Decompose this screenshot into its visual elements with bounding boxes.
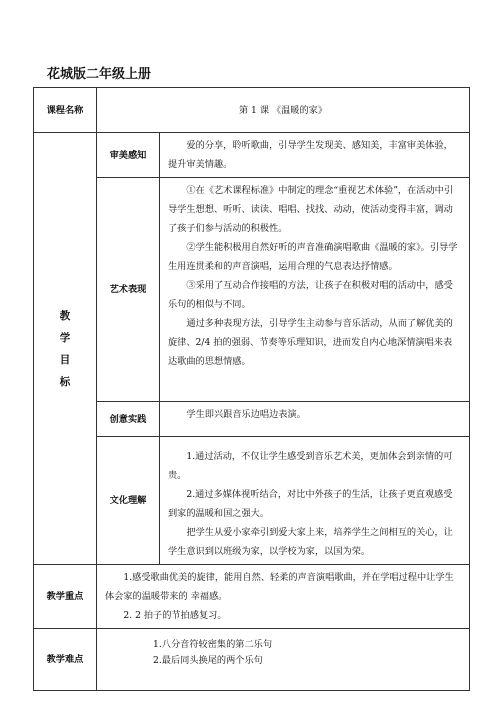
culture-paragraph: 1.通过活动，不仅让学生感受到音乐艺术美，更加体会到亲情的可贵。 bbox=[168, 451, 453, 481]
culture-paragraph: 2.通过多媒体视听结合，对比中外孩子的生活，让孩子更直观感受到家的温暖和国之强大。 bbox=[168, 489, 453, 519]
difficulty-line: 2.最后同头换尾的两个乐句 bbox=[153, 655, 263, 666]
document-title: 花城版二年级上册 bbox=[47, 67, 152, 82]
creative-label: 创意实践 bbox=[97, 402, 160, 437]
row-difficulties bbox=[34, 629, 470, 691]
key-points-paragraph: 2. 2 拍子的节拍感复习。 bbox=[123, 610, 227, 621]
creative-text: 学生即兴跟音乐边唱边表演。 bbox=[186, 409, 306, 420]
goals-char: 标 bbox=[59, 375, 71, 388]
course-name-value: 第 1 课 《温暖的家》 bbox=[97, 88, 470, 133]
course-name-label: 课程名称 bbox=[34, 88, 97, 133]
lesson-plan-table bbox=[33, 87, 470, 691]
goals-char: 学 bbox=[59, 331, 71, 344]
art-expression-paragraph: 通过多种表现方法，引导学生主动参与音乐活动，从而了解优美的旋律、2/4 拍的强弱、节奏等乐理知识，进而发自内心地深情演唱来表达歌曲的思想情感。 bbox=[168, 318, 453, 367]
key-points-paragraph: 1.感受歌曲优美的旋律，能用自然、轻柔的声音演唱歌曲，并在学唱过程中让学生体会家的温暖带来的 幸福感。 bbox=[105, 572, 454, 602]
art-expression-paragraph: ①在《艺术课程标准》中制定的理念“重视艺术体验”，在活动中引导学生想想、听听、读读、唱唱、找找、动动，使活动变得丰富，调动了孩子们参与活动的积极性。 bbox=[168, 185, 454, 234]
difficulty-line: 1.八分音符较密集的第二乐句 bbox=[153, 639, 273, 650]
goals-char: 目 bbox=[59, 353, 71, 366]
row-art-expression bbox=[34, 178, 470, 402]
row-creative bbox=[34, 402, 470, 437]
art-expression-paragraph: ②学生能积极用自然好听的声音准确演唱歌曲《温暖的家》。引导学生用连贯柔和的声音演唱，运用合理的气息表达抒情感。 bbox=[168, 242, 458, 272]
row-key-points bbox=[34, 565, 470, 629]
teaching-goals-label bbox=[34, 133, 97, 565]
row-course-name bbox=[34, 88, 470, 133]
culture-label: 文化理解 bbox=[97, 437, 160, 565]
key-points-label: 教学重点 bbox=[34, 565, 97, 629]
culture-paragraph: 把学生从爱小家牵引到爱大家上来，培养学生之间相互的关心，让学生意识到以班级为家，以学校为家，以国为荣。 bbox=[168, 527, 453, 557]
aesthetic-text: 爱的分享，聆听歌曲，引导学生发现美、感知美，丰富审美体验，提升审美情趣。 bbox=[168, 140, 453, 170]
row-aesthetic bbox=[34, 133, 470, 178]
aesthetic-label: 审美感知 bbox=[97, 133, 160, 178]
difficulties-label: 教学难点 bbox=[34, 629, 97, 691]
goals-char: 教 bbox=[59, 309, 71, 322]
art-expression-label: 艺术表现 bbox=[97, 178, 160, 402]
art-expression-paragraph: ③采用了互动合作接唱的方法，让孩子在积极对唱的活动中，感受乐句的相似与不同。 bbox=[168, 280, 453, 310]
row-culture bbox=[34, 437, 470, 565]
